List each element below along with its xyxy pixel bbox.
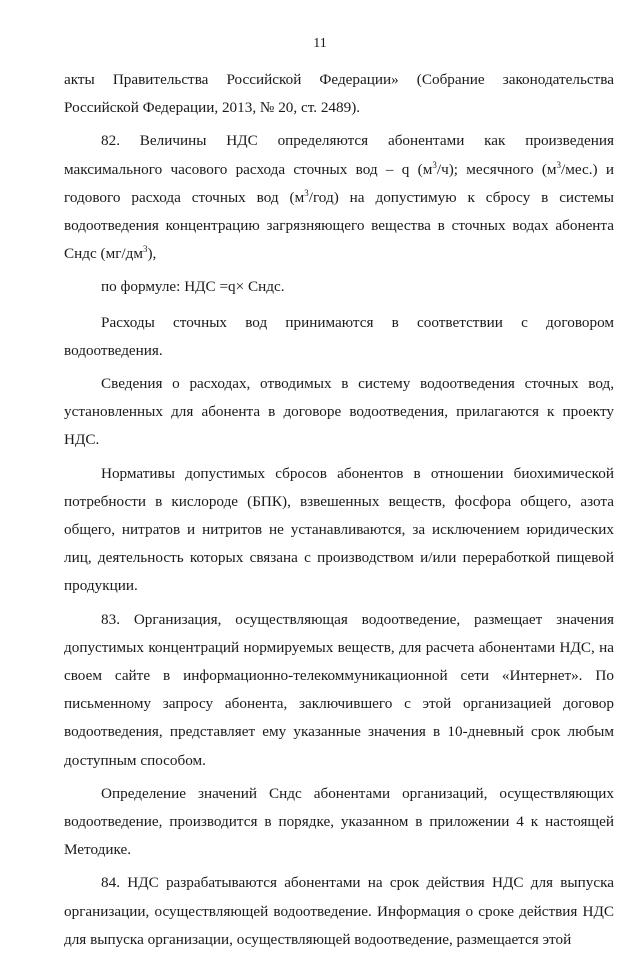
paragraph-82-text-1: 82. Величины НДС определяются абонентами как произведения максимального часового расхода сточных вод – q (м xyxy=(64,132,614,178)
paragraph-flow-rates: Расходы сточных вод принимаются в соответствии с договором водоотведения. xyxy=(64,313,614,359)
superscript-cubic-4: 3 xyxy=(142,244,148,255)
superscript-cubic-3: 3 xyxy=(304,187,309,198)
body-text xyxy=(64,66,614,959)
paragraph-82-text-2: /ч); месячного (м xyxy=(436,160,557,178)
superscript-cubic-2: 3 xyxy=(556,159,562,170)
superscript-cubic-1: 3 xyxy=(432,159,437,170)
paragraph-flow-info: Сведения о расходах, отводимых в систему водоотведения сточных вод, установленных для абонента в договоре водоотведения, прилагаются к проекту НДС. xyxy=(64,375,614,449)
paragraph-82-text-5: ), xyxy=(147,245,157,263)
paragraph-82 xyxy=(64,127,614,268)
paragraph-82-text-4: /год) на допустимую к сбросу в системы водоотведения концентрацию загрязняющего вещества в сточных водах абонента Сндс (мг/дм xyxy=(64,188,614,263)
page-number: 11 xyxy=(313,36,327,51)
paragraph-standards: Нормативы допустимых сбросов абонентов в отношении биохимической потребности в кислороде (БПК), взвешенных веществ, фосфора общего, азота общего, нитратов и нитритов не устанавливаются, за исключением юридических лиц, деятельность которых связана с производством и/или переработкой пищевой продукции. xyxy=(64,464,614,595)
paragraph-83: 83. Организация, осуществляющая водоотведение, размещает значения допустимых концентраций нормируемых веществ, для расчета абонентами НДС, на своем сайте в информационно-телекоммуникационной сети «Интернет». По письменному запросу абонента, заключившего с этой организацией договор водоотведения, представляет ему указанные значения в 10-дневный срок любым доступным способом. xyxy=(64,610,614,769)
paragraph-definition: Определение значений Сндс абонентами организаций, осуществляющих водоотведение, производится в порядке, указанном в приложении 4 к настоящей Методике. xyxy=(64,784,614,859)
paragraph-82-text-3: /мес.) и годового расхода сточных вод (м xyxy=(64,160,614,206)
paragraph-84: 84. НДС разрабатываются абонентами на срок действия НДС для выпуска организации, осуществляющей водоотведение. Информация о сроке действия НДС для выпуска организации, осуществляющей водоотведение, размещается этой xyxy=(64,874,614,948)
paragraph-continuation: акты Правительства Российской Федерации» (Собрание законодательства Российской Федерации, 2013, № 20, ст. 2489). xyxy=(64,71,614,117)
paragraph-formula: по формуле: НДС =q× Сндс. xyxy=(101,278,285,296)
